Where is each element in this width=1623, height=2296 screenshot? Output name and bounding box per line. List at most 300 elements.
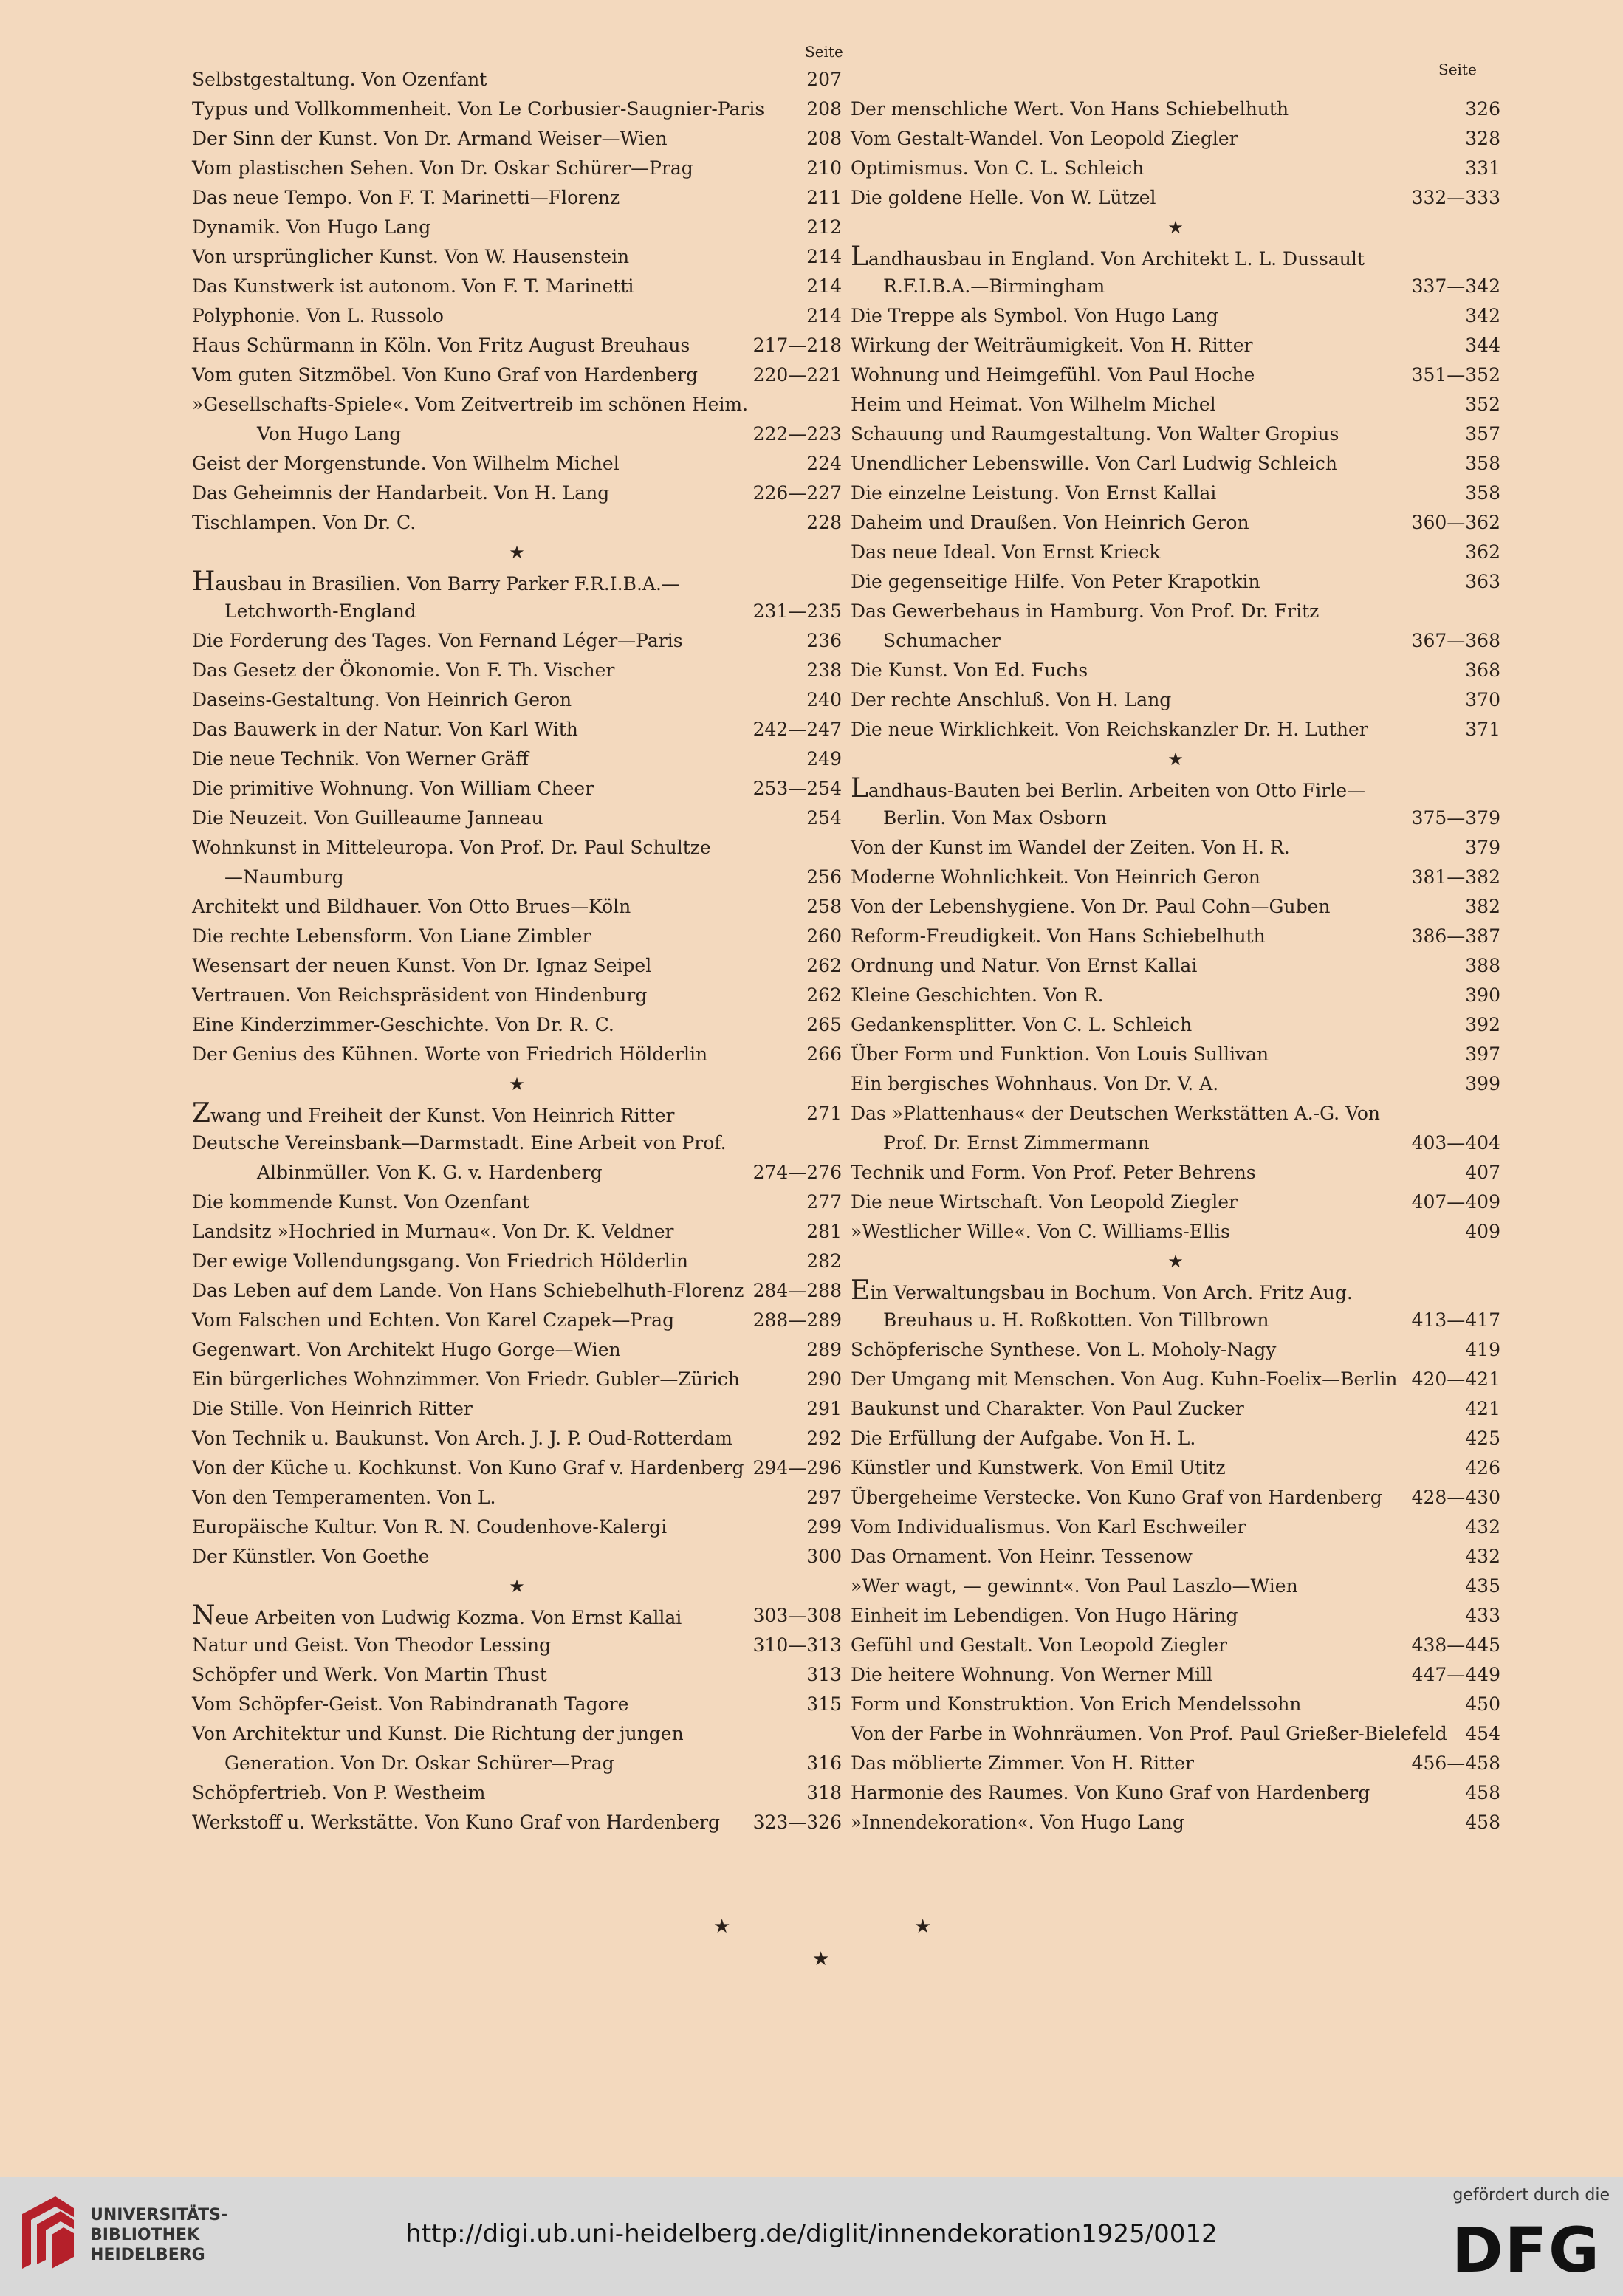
toc-entry (851, 685, 1500, 715)
toc-entry-page: 222—223 (752, 423, 842, 445)
toc-entry-title: Breuhaus u. H. Roßkotten. Von Tillbrown (883, 1309, 1269, 1331)
toc-entry-title: Künstler und Kunstwerk. Von Emil Utitz (851, 1457, 1226, 1478)
toc-entry-title: Die einzelne Leistung. Von Ernst Kallai (851, 482, 1217, 504)
toc-entry-page: 399 (1465, 1073, 1500, 1094)
toc-entry (192, 833, 842, 863)
toc-entry-page: 313 (806, 1664, 842, 1685)
toc-entry-title: Zwang und Freiheit der Kunst. Von Heinrich Ritter (192, 1098, 675, 1128)
section-star (851, 1247, 1500, 1276)
funded-by-label: gefördert durch die (1452, 2186, 1610, 2204)
toc-entry (192, 1335, 842, 1365)
toc-entry (851, 951, 1500, 981)
toc-entry-page: 316 (806, 1752, 842, 1774)
toc-entry-page: 210 (806, 157, 842, 179)
toc-entry-title: Polyphonie. Von L. Russolo (192, 305, 444, 326)
toc-entry-page: 328 (1465, 128, 1500, 149)
toc-entry-page: 214 (806, 305, 842, 326)
toc-entry-title: Die Erfüllung der Aufgabe. Von H. L. (851, 1428, 1196, 1449)
toc-entry-page: 392 (1465, 1014, 1500, 1035)
toc-entry (192, 1040, 842, 1069)
toc-entry (192, 1276, 842, 1306)
toc-entry-page: 358 (1465, 453, 1500, 474)
toc-entry-title: Haus Schürmann in Köln. Von Fritz August Breuhaus (192, 335, 690, 356)
toc-entry (851, 508, 1500, 538)
toc-entry-page: 260 (806, 925, 842, 947)
toc-entry-page: 208 (806, 128, 842, 149)
toc-entry (851, 1749, 1500, 1778)
toc-entry-page: 433 (1465, 1605, 1500, 1626)
toc-entry (192, 774, 842, 803)
toc-entry-page: 228 (806, 512, 842, 533)
section-star (851, 744, 1500, 774)
toc-entry-page: 303—308 (752, 1605, 842, 1626)
toc-entry (192, 272, 842, 301)
toc-entry-title: Von Architektur und Kunst. Die Richtung der jungen (192, 1723, 684, 1744)
toc-entry-title: Von Technik u. Baukunst. Von Arch. J. J. P. Oud-Rotterdam (192, 1428, 733, 1449)
toc-entry-title: Schöpferische Synthese. Von L. Moholy-Nagy (851, 1339, 1277, 1360)
toc-entry-page: 426 (1465, 1457, 1500, 1478)
toc-entry (192, 183, 842, 213)
toc-entry-title: Ein bürgerliches Wohnzimmer. Von Friedr. Gubler—Zürich (192, 1368, 740, 1390)
toc-entry-title: Die neue Technik. Von Werner Gräff (192, 748, 529, 770)
toc-entry-title: R.F.I.B.A.—Birmingham (883, 275, 1105, 297)
toc-entry-title: Landsitz »Hochried in Murnau«. Von Dr. K. Veldner (192, 1221, 674, 1242)
toc-entry-page: 381—382 (1411, 866, 1500, 888)
toc-entry-page: 220—221 (752, 364, 842, 385)
toc-entry-title: Die heitere Wohnung. Von Werner Mill (851, 1664, 1213, 1685)
star-ornament: ★ (914, 1916, 932, 1938)
toc-entry-title: Generation. Von Dr. Oskar Schürer—Prag (224, 1752, 614, 1774)
toc-entry (192, 715, 842, 744)
permalink-url[interactable]: http://digi.ub.uni-heidelberg.de/diglit/innendekoration1925/0012 (405, 2219, 1218, 2249)
toc-entry-page: 458 (1465, 1782, 1500, 1803)
toc-entry-title: Eine Kinderzimmer-Geschichte. Von Dr. R. C. (192, 1014, 614, 1035)
toc-entry-title: Von der Lebenshygiene. Von Dr. Paul Cohn—Guben (851, 896, 1331, 917)
toc-entry (851, 124, 1500, 154)
toc-entry-page: 253—254 (752, 778, 842, 799)
toc-entry (192, 1719, 842, 1749)
toc-entry-title: Von der Küche u. Kochkunst. Von Kuno Graf v. Hardenberg (192, 1457, 744, 1478)
toc-entry (851, 1719, 1500, 1749)
toc-entry (851, 183, 1500, 213)
toc-entry-title: Technik und Form. Von Prof. Peter Behrens (851, 1162, 1256, 1183)
toc-entry-page: 379 (1465, 837, 1500, 858)
toc-entry (851, 95, 1500, 124)
toc-entry-page: 337—342 (1411, 275, 1500, 297)
toc-entry (851, 360, 1500, 390)
toc-entry (192, 803, 842, 833)
toc-entry-page: 370 (1465, 689, 1500, 710)
toc-entry-page: 238 (806, 659, 842, 681)
toc-entry (851, 774, 1500, 803)
toc-entry-title: Form und Konstruktion. Von Erich Mendelssohn (851, 1693, 1302, 1715)
toc-entry (192, 1128, 842, 1158)
toc-entry-title: »Innendekoration«. Von Hugo Lang (851, 1812, 1184, 1833)
toc-entry-page: 358 (1465, 482, 1500, 504)
toc-entry-page: 428—430 (1411, 1487, 1500, 1508)
toc-entry-page: 318 (806, 1782, 842, 1803)
toc-entry-title: Von den Temperamenten. Von L. (192, 1487, 496, 1508)
library-name-line: UNIVERSITÄTS- (90, 2206, 228, 2224)
toc-entry-title: Die Kunst. Von Ed. Fuchs (851, 659, 1088, 681)
toc-entry (192, 1217, 842, 1247)
toc-entry-title: Berlin. Von Max Osborn (883, 807, 1107, 829)
toc-entry (192, 508, 842, 538)
toc-entry-title: Die Neuzeit. Von Guilleaume Janneau (192, 807, 543, 829)
toc-entry-page: 212 (806, 216, 842, 238)
toc-entry (192, 213, 842, 242)
toc-entry-title: Schumacher (883, 630, 1001, 651)
toc-entry (851, 1483, 1500, 1512)
toc-entry (192, 95, 842, 124)
toc-entry-page: 271 (806, 1103, 842, 1124)
toc-entry-title: Der Umgang mit Menschen. Von Aug. Kuhn-Foelix—Berlin (851, 1368, 1398, 1390)
dfg-logo[interactable]: DFG (1451, 2214, 1601, 2286)
toc-entry (192, 419, 842, 449)
toc-entry (192, 1542, 842, 1572)
toc-entry-page: 388 (1465, 955, 1500, 976)
toc-entry-title: Der Genius des Kühnen. Worte von Friedrich Hölderlin (192, 1044, 708, 1065)
toc-entry-page: 226—227 (752, 482, 842, 504)
toc-entry-page: 217—218 (752, 335, 842, 356)
toc-entry (192, 124, 842, 154)
toc-entry (192, 1690, 842, 1719)
toc-entry-page: 266 (806, 1044, 842, 1065)
toc-entry (851, 922, 1500, 951)
toc-entry-page: 300 (806, 1546, 842, 1567)
toc-entry (192, 390, 842, 419)
toc-entry (851, 242, 1500, 272)
toc-entry-page: 265 (806, 1014, 842, 1035)
star-ornament: ★ (509, 1576, 525, 1597)
toc-entry (192, 1749, 842, 1778)
toc-entry-page: 432 (1465, 1516, 1500, 1538)
toc-entry-page: 456—458 (1411, 1752, 1500, 1774)
toc-entry (851, 1365, 1500, 1394)
toc-entry-page: 413—417 (1411, 1309, 1500, 1331)
toc-entry-page: 231—235 (752, 600, 842, 622)
toc-entry-page: 315 (806, 1693, 842, 1715)
seite-label-left: Seite (805, 43, 843, 61)
toc-entry (851, 1808, 1500, 1837)
toc-entry-title: Von ursprünglicher Kunst. Von W. Hausenstein (192, 246, 630, 267)
toc-entry (851, 626, 1500, 656)
toc-entry-page: 281 (806, 1221, 842, 1242)
toc-entry (192, 685, 842, 715)
library-name-line: HEIDELBERG (90, 2246, 205, 2264)
toc-entry (851, 449, 1500, 479)
toc-entry (851, 390, 1500, 419)
toc-entry-page: 224 (806, 453, 842, 474)
toc-entry (192, 567, 842, 597)
toc-entry-page: 258 (806, 896, 842, 917)
toc-entry-page: 432 (1465, 1546, 1500, 1567)
star-ornament: ★ (1167, 749, 1184, 770)
toc-entry-page: 291 (806, 1398, 842, 1419)
toc-entry-page: 362 (1465, 541, 1500, 563)
toc-entry-title: Der menschliche Wert. Von Hans Schiebelhuth (851, 98, 1289, 120)
toc-entry (192, 65, 842, 95)
toc-entry-title: Neue Arbeiten von Ludwig Kozma. Von Ernst Kallai (192, 1600, 682, 1631)
toc-entry (851, 1040, 1500, 1069)
star-ornament: ★ (509, 1074, 525, 1094)
toc-entry (192, 863, 842, 892)
toc-entry-title: Heim und Heimat. Von Wilhelm Michel (851, 394, 1216, 415)
toc-entry (851, 1690, 1500, 1719)
toc-entry-page: 236 (806, 630, 842, 651)
toc-entry (192, 1158, 842, 1188)
toc-entry (192, 1424, 842, 1453)
toc-entry-page: 214 (806, 246, 842, 267)
toc-entry (851, 1778, 1500, 1808)
toc-entry-page: 331 (1465, 157, 1500, 179)
toc-entry-title: Prof. Dr. Ernst Zimmermann (883, 1132, 1150, 1154)
toc-entry (851, 1335, 1500, 1365)
toc-entry (851, 1424, 1500, 1453)
toc-entry-title: Die Treppe als Symbol. Von Hugo Lang (851, 305, 1218, 326)
toc-entry (192, 1099, 842, 1128)
toc-entry-title: Die primitive Wohnung. Von William Cheer (192, 778, 594, 799)
toc-entry-page: 323—326 (752, 1812, 842, 1833)
toc-entry (851, 301, 1500, 331)
toc-entry-title: Vom Individualismus. Von Karl Eschweiler (851, 1516, 1246, 1538)
toc-entry (851, 1306, 1500, 1335)
toc-entry-title: Übergeheime Verstecke. Von Kuno Graf von Hardenberg (851, 1487, 1382, 1508)
toc-entry (851, 1660, 1500, 1690)
toc-entry (851, 1631, 1500, 1660)
toc-entry-title: Wohnung und Heimgefühl. Von Paul Hoche (851, 364, 1255, 385)
toc-entry (192, 1631, 842, 1660)
toc-entry (192, 951, 842, 981)
toc-entry-page: 397 (1465, 1044, 1500, 1065)
toc-entry-title: Albinmüller. Von K. G. v. Hardenberg (257, 1162, 603, 1183)
toc-entry-title: Baukunst und Charakter. Von Paul Zucker (851, 1398, 1244, 1419)
toc-entry (851, 981, 1500, 1010)
toc-entry-title: Vom Falschen und Echten. Von Karel Czapek—Prag (192, 1309, 675, 1331)
section-star (192, 538, 842, 567)
toc-entry (192, 1660, 842, 1690)
toc-entry-page: 289 (806, 1339, 842, 1360)
toc-entry-page: 409 (1465, 1221, 1500, 1242)
toc-entry (851, 833, 1500, 863)
toc-entry-title: Der Sinn der Kunst. Von Dr. Armand Weiser—Wien (192, 128, 668, 149)
toc-entry-page: 403—404 (1411, 1132, 1500, 1154)
toc-entry-page: 368 (1465, 659, 1500, 681)
toc-entry (192, 1778, 842, 1808)
toc-entry (851, 567, 1500, 597)
toc-entry-title: »Westlicher Wille«. Von C. Williams-Ellis (851, 1221, 1230, 1242)
star-ornament: ★ (1167, 217, 1184, 238)
toc-entry (851, 1158, 1500, 1188)
toc-entry (192, 1512, 842, 1542)
toc-entry-page: 288—289 (752, 1309, 842, 1331)
toc-entry (192, 154, 842, 183)
toc-entry-page: 390 (1465, 984, 1500, 1006)
toc-entry-page: 262 (806, 984, 842, 1006)
toc-entry-page: 208 (806, 98, 842, 120)
toc-entry-title: Das Leben auf dem Lande. Von Hans Schiebelhuth-Florenz (192, 1280, 744, 1301)
toc-entry-title: »Gesellschafts-Spiele«. Vom Zeitvertreib im schönen Heim. (192, 394, 749, 415)
toc-entry-title: Daseins-Gestaltung. Von Heinrich Geron (192, 689, 572, 710)
toc-entry-page: 242—247 (752, 719, 842, 740)
toc-entry-title: Die rechte Lebensform. Von Liane Zimbler (192, 925, 591, 947)
toc-entry-page: 357 (1465, 423, 1500, 445)
toc-entry-page: 282 (806, 1250, 842, 1272)
toc-entry-title: Unendlicher Lebenswille. Von Carl Ludwig Schleich (851, 453, 1338, 474)
toc-entry-title: Vom plastischen Sehen. Von Dr. Oskar Schürer—Prag (192, 157, 693, 179)
toc-entry-title: Das Kunstwerk ist autonom. Von F. T. Marinetti (192, 275, 634, 297)
toc-entry-title: Die gegenseitige Hilfe. Von Peter Krapotkin (851, 571, 1260, 592)
toc-entry (851, 331, 1500, 360)
toc-entry-page: 438—445 (1411, 1634, 1500, 1656)
toc-entry-page: 292 (806, 1428, 842, 1449)
star-ornament: ★ (509, 542, 525, 563)
toc-entry (851, 1069, 1500, 1099)
toc-entry-title: Von der Kunst im Wandel der Zeiten. Von H. R. (851, 837, 1290, 858)
toc-entry (851, 1276, 1500, 1306)
toc-entry-title: Schöpfertrieb. Von P. Westheim (192, 1782, 486, 1803)
toc-entry-page: 420—421 (1411, 1368, 1500, 1390)
toc-entry-title: Schöpfer und Werk. Von Martin Thust (192, 1664, 547, 1685)
toc-entry (851, 892, 1500, 922)
section-star (192, 1572, 842, 1601)
toc-entry-title: Deutsche Vereinsbank—Darmstadt. Eine Arbeit von Prof. (192, 1132, 727, 1154)
toc-entry-title: Vertrauen. Von Reichspräsident von Hindenburg (192, 984, 648, 1006)
toc-entry-page: 351—352 (1411, 364, 1500, 385)
toc-entry-page: 344 (1465, 335, 1500, 356)
toc-entry-title: Das Gesetz der Ökonomie. Von F. Th. Vischer (192, 659, 615, 681)
footer-bar (0, 2177, 1623, 2296)
toc-entry-page: 342 (1465, 305, 1500, 326)
toc-entry (192, 449, 842, 479)
toc-entry (851, 1128, 1500, 1158)
toc-entry-title: Der rechte Anschluß. Von H. Lang (851, 689, 1172, 710)
toc-entry (192, 1247, 842, 1276)
toc-entry-title: Gegenwart. Von Architekt Hugo Gorge—Wien (192, 1339, 621, 1360)
toc-entry (851, 1217, 1500, 1247)
toc-entry-title: —Naumburg (224, 866, 344, 888)
toc-entry (851, 1512, 1500, 1542)
toc-column-right (851, 95, 1500, 1837)
toc-entry-title: Wirkung der Weiträumigkeit. Von H. Ritter (851, 335, 1253, 356)
toc-entry-page: 249 (806, 748, 842, 770)
toc-entry-title: Selbstgestaltung. Von Ozenfant (192, 69, 487, 90)
toc-entry-page: 332—333 (1411, 187, 1500, 208)
toc-entry-title: Ein bergisches Wohnhaus. Von Dr. V. A. (851, 1073, 1219, 1094)
toc-entry (192, 597, 842, 626)
toc-entry-title: Die goldene Helle. Von W. Lützel (851, 187, 1156, 208)
toc-entry-page: 352 (1465, 394, 1500, 415)
toc-entry (851, 1099, 1500, 1128)
seite-label-right: Seite (1438, 61, 1477, 78)
toc-entry-title: Die kommende Kunst. Von Ozenfant (192, 1191, 529, 1213)
toc-entry-page: 294—296 (752, 1457, 842, 1478)
toc-entry-title: Die Forderung des Tages. Von Fernand Léger—Paris (192, 630, 683, 651)
toc-entry (192, 1306, 842, 1335)
toc-entry-page: 419 (1465, 1339, 1500, 1360)
toc-entry (192, 656, 842, 685)
toc-entry-title: Reform-Freudigkeit. Von Hans Schiebelhuth (851, 925, 1266, 947)
toc-entry (851, 272, 1500, 301)
toc-entry-title: Optimismus. Von C. L. Schleich (851, 157, 1145, 179)
toc-entry (192, 301, 842, 331)
toc-entry-title: Landhausbau in England. Von Architekt L. L. Dussault (851, 241, 1365, 272)
toc-entry-title: Wohnkunst in Mitteleuropa. Von Prof. Dr. Paul Schultze (192, 837, 711, 858)
toc-entry-title: Über Form und Funktion. Von Louis Sullivan (851, 1044, 1269, 1065)
toc-entry-page: 425 (1465, 1428, 1500, 1449)
toc-entry (192, 981, 842, 1010)
section-star (192, 1069, 842, 1099)
toc-entry-title: Gefühl und Gestalt. Von Leopold Ziegler (851, 1634, 1228, 1656)
toc-entry (851, 154, 1500, 183)
toc-entry-page: 256 (806, 866, 842, 888)
toc-entry-page: 297 (806, 1487, 842, 1508)
toc-entry (851, 715, 1500, 744)
toc-entry (192, 1808, 842, 1837)
toc-entry-title: Ein Verwaltungsbau in Bochum. Von Arch. Fritz Aug. (851, 1275, 1353, 1306)
toc-entry (851, 419, 1500, 449)
toc-entry (851, 1453, 1500, 1483)
toc-entry-title: Die Stille. Von Heinrich Ritter (192, 1398, 473, 1419)
toc-entry-page: 447—449 (1411, 1664, 1500, 1685)
toc-entry-title: Natur und Geist. Von Theodor Lessing (192, 1634, 552, 1656)
toc-entry-title: Der Künstler. Von Goethe (192, 1546, 430, 1567)
toc-entry-page: 274—276 (752, 1162, 842, 1183)
toc-entry-title: Landhaus-Bauten bei Berlin. Arbeiten von Otto Firle— (851, 773, 1365, 803)
toc-entry (192, 1394, 842, 1424)
toc-entry-page: 290 (806, 1368, 842, 1390)
toc-entry-title: Hausbau in Brasilien. Von Barry Parker F.R.I.B.A.— (192, 566, 680, 597)
toc-entry-page: 207 (806, 69, 842, 90)
toc-entry-title: Moderne Wohnlichkeit. Von Heinrich Geron (851, 866, 1260, 888)
toc-entry-page: 371 (1465, 719, 1500, 740)
toc-entry (192, 922, 842, 951)
toc-entry (192, 892, 842, 922)
toc-entry-title: Von Hugo Lang (257, 423, 402, 445)
toc-entry (851, 1188, 1500, 1217)
toc-entry-page: 277 (806, 1191, 842, 1213)
toc-entry-title: Schauung und Raumgestaltung. Von Walter Gropius (851, 423, 1339, 445)
toc-entry (851, 538, 1500, 567)
toc-entry (851, 1572, 1500, 1601)
toc-entry-title: Das neue Tempo. Von F. T. Marinetti—Florenz (192, 187, 620, 208)
toc-entry-title: Geist der Morgenstunde. Von Wilhelm Michel (192, 453, 620, 474)
toc-entry-page: 310—313 (752, 1634, 842, 1656)
toc-entry-page: 254 (806, 807, 842, 829)
star-ornament: ★ (1167, 1251, 1184, 1272)
toc-entry-page: 407—409 (1411, 1191, 1500, 1213)
toc-entry-page: 326 (1465, 98, 1500, 120)
toc-entry-page: 211 (806, 187, 842, 208)
toc-entry (192, 360, 842, 390)
toc-entry-title: Dynamik. Von Hugo Lang (192, 216, 431, 238)
toc-entry-page: 284—288 (752, 1280, 842, 1301)
toc-entry-title: Von der Farbe in Wohnräumen. Von Prof. Paul Grießer-Bielefeld (851, 1723, 1447, 1744)
toc-entry (192, 242, 842, 272)
toc-entry-title: Einheit im Lebendigen. Von Hugo Häring (851, 1605, 1238, 1626)
toc-entry-title: Vom Schöpfer-Geist. Von Rabindranath Tagore (192, 1693, 629, 1715)
toc-column-left (192, 65, 842, 1837)
toc-entry-title: Das Bauwerk in der Natur. Von Karl With (192, 719, 578, 740)
toc-entry-title: Harmonie des Raumes. Von Kuno Graf von Hardenberg (851, 1782, 1370, 1803)
toc-entry-page: 360—362 (1411, 512, 1500, 533)
toc-entry-page: 454 (1465, 1723, 1500, 1744)
toc-entry (192, 331, 842, 360)
toc-entry-page: 299 (806, 1516, 842, 1538)
toc-entry (192, 1010, 842, 1040)
toc-entry-title: Die neue Wirtschaft. Von Leopold Ziegler (851, 1191, 1238, 1213)
toc-entry-page: 262 (806, 955, 842, 976)
